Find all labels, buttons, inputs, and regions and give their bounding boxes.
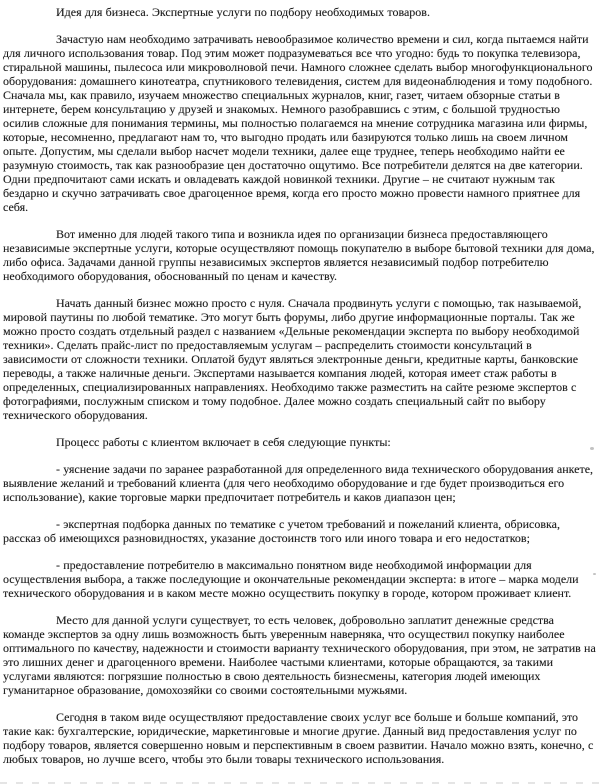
paragraph-market-demand: Место для данной услуги существует, то есть человек, добровольно заплатит денежные средства команде экспертов за одну лишь возможность быть уверенным наверняка, что осуществил покупку наиболее оптимального по качеству, надежности и стоимости варианту технического оборудования, при этом, не затратив на это лишних денег и драгоценного времени. Наиболее частыми клиентами, которые обращаются, за такими услугами являются: погрязшие полностью в свою деятельность бизнесмены, категория людей имеющих гуманитарное образование, домохозяйки со своими состоятельными мужьями. [3, 613, 596, 697]
process-item-task-clarification: - уяснение задачи по заранее разработанной для определенного вида технического оборудования анкете, выявление желаний и требований клиента (для чего необходимо оборудование и где будет производиться его использование), какие торговые марки предпочитает потребитель и каков диапазон цен; [3, 462, 594, 504]
paragraph-search-problem: Зачастую нам необходимо затрачивать невообразимое количество времени и сил, когда пытаемся найти для личного использования товар. Под этим может подразумеваться все что угодно: будь то покупка телевизора, стиральной машины, пылесоса или микроволновой печи. Намного сложнее сделать выбор многофункционального оборудования: домашнего кинотеатра, спутникового телевидения, систем для видеонаблюдения и тому подобного. Сначала мы, как правило, изучаем множество специальных журналов, книг, газет, читаем обзорные статьи в интернете, берем консультацию у друзей и знакомых. Немного разобравшись с этим, с большой трудностью осилив сложные для понимания термины, мы полностью полагаемся на мнение сотрудника магазина или фирмы, которые, несомненно, предлагают нам то, что выгодно продать или базируются только лишь на своем личном опыте. Допустим, мы сделали выбор насчет модели техники, далее еще труднее, теперь необходимо найти ее разумную стоимость, так как разнообразие цен достаточно ощутимо. Все потребители делятся на две категории. Одни предпочитают сами искать и овладевать каждой новинкой техники. Другие – не считают нужным так бездарно и скучно затрачивать свое драгоценное время, когда его просто можно провести намного приятнее для себя. [3, 32, 593, 214]
scan-artifact [593, 573, 596, 575]
paragraph-how-to-start: Начать данный бизнес можно просто с нуля. Сначала продвинуть услуги с помощью, так называемой, мировой паутины по любой тематике. Это могут быть форумы, либо другие информационные порталы. Так же можно просто создать отдельный раздел с названием «Дельные рекомендации эксперта по выбору необходимой техники». Сделать прайс-лист по предоставляемым услугам – распределить стоимости консультаций в зависимости от сложности техники. Оплатой будут являться электронные деньги, кредитные карты, банковские переводы, а также наличные деньги. Экспертами называется компания людей, которая имеет стаж работы в определенных, специализированных направлениях. Необходимо также разместить на сайте резюме экспертов с фотографиями, послужным списком и тому подобное. Далее можно создать специальный сайт по выбору технического оборудования. [3, 296, 582, 422]
document-title: Идея для бизнеса. Экспертные услуги по подбору необходимых товаров. [56, 5, 430, 19]
process-item-final-recommendations: - предоставление потребителю в максимально понятном виде необходимой информации для осуществления выбора, а также последующие и окончательные рекомендации эксперта: в итоге – марка модели технического оборудования и в каком месте можно осуществить покупку в городе, котором проживает клиент. [3, 558, 579, 600]
paragraph-conclusion: Сегодня в таком виде осуществляют предоставление своих услуг все больше и больше компаний, это такие как: бухгалтерские, юридические, маркетинговые и многие другие. Данный вид предоставления услуг по подбору товаров, является совершенно новым и перспективным в своем развитии. Начало можно взять, конечно, с любых товаров, но лучше всего, чтобы это были товары технического использования. [3, 710, 594, 766]
process-item-expert-data-selection: - экспертная подборка данных по тематике с учетом требований и пожеланий клиента, обрисовка, рассказ об имеющихся разновидностях, указание достоинств того или иного товара и его недостатков; [3, 517, 560, 545]
paragraph-business-idea: Вот именно для людей такого типа и возникла идея по организации бизнеса предоставляющего независимые экспертные услуги, которые осуществляют помощь покупателю в выборе бытовой техники для дома, либо офиса. Задачами данной группы независимых экспертов является независимый подбор потребителю необходимого оборудования, обоснованный по ценам и качеству. [3, 227, 595, 283]
process-intro: Процесс работы с клиентом включает в себя следующие пункты: [56, 435, 391, 449]
scan-artifact [590, 447, 594, 450]
